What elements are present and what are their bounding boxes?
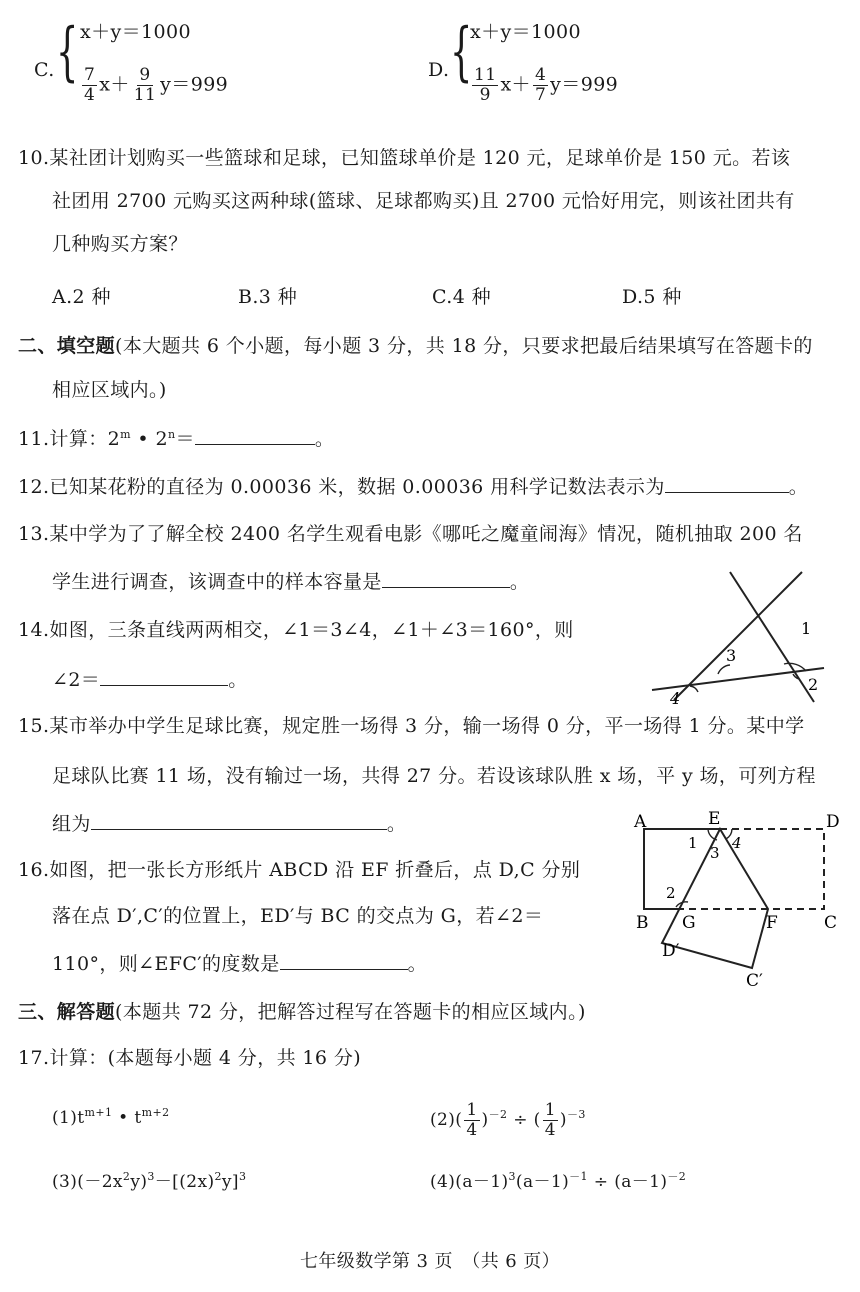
q15-line-3: 组为 。 [52,813,407,835]
label-4: 4 [670,689,681,708]
label-d-prime: D′ [662,941,680,961]
answer-blank [91,811,387,830]
angle-arc-4 [690,686,698,692]
label-f: F [766,913,778,933]
q16-line-2: 落在点 D′,C′的位置上，ED′与 BC 的交点为 G，若∠2＝ [52,905,544,927]
q17-part-1: $(1)t^{m+1}$ • $t^{m+2}$ [52,1106,170,1128]
section-3-heading: 三、解答题(本题共 72 分，把解答过程写在答题卡的相应区域内。) [18,1001,586,1023]
label-a: A [634,812,647,832]
q10-line-3: 几种购买方案？ [52,233,188,255]
q11: 11.计算：2$^m$ • $2^n=$ 。 [18,428,335,450]
label-1: 1 [801,619,812,638]
label-2: 2 [808,675,819,694]
answer-blank [382,569,510,588]
q10-option-b: B.3 种 [238,286,298,308]
fraction: $\frac{9}{11}$ [133,65,157,105]
section-2-heading: 二、填空题(本大题共 6 个小题，每小题 3 分，共 18 分，只要求把最后结果填写在答题卡的 [18,335,813,357]
q17-part-2: (2)( $\frac{1}{4}$ )$^{-2}$ ÷ ( $\frac{1}{4}$ )$^{-3}$ [430,1100,586,1140]
q10-option-a: A.2 种 [52,286,111,308]
q16-line-1: 16.如图，把一张长方形纸片 ABCD 沿 EF 折叠后，点 D,C 分别 [18,859,581,881]
rectangle-left-part [644,829,720,909]
line-b [674,572,802,700]
fraction: $\frac{4}{7}$ [534,65,547,105]
label-d: D [826,812,840,832]
angle-label-1: 1 [688,834,698,852]
option-label: C. [34,59,55,81]
fraction: $\frac{1}{4}$ [544,1100,556,1140]
angle-arc-3 [718,665,730,674]
q15-line-1: 15.某市举办中学生足球比赛，规定胜一场得 3 分，输一场得 0 分，平一场得 1 分。某中学 [18,715,805,737]
q10-option-c: C.4 种 [432,286,492,308]
label-3: 3 [726,646,737,665]
q13-line-2: 学生进行调查，该调查中的样本容量是 。 [52,571,530,593]
equation-1: x＋y＝1000 [80,21,192,43]
section-title: 三、解答题 [18,1001,116,1023]
label-b: B [636,913,649,933]
q16-figure [628,806,850,990]
angle-label-3: 3 [710,844,720,862]
q15-line-2: 足球队比赛 11 场，没有输过一场，共得 27 分。若设该球队胜 x 场，平 y 场，可列方程 [52,765,816,787]
q17-part-4: $(4)(a-1)^3(a-1)^{-1} \div (a-1)^{-2}$ [430,1170,687,1192]
fraction: $\frac{11}{9}$ [474,65,497,105]
q12: 12.已知某花粉的直径为 0.00036 米，数据 0.00036 用科学记数法表示为 。 [18,476,809,498]
label-c-prime: C′ [746,971,763,990]
angle-label-4: 4 [732,834,742,852]
answer-blank [665,474,789,493]
brace: { [450,15,473,89]
fraction: $\frac{1}{4}$ [466,1100,478,1140]
section-2-desc: 相应区域内。) [52,379,167,401]
answer-blank [195,426,315,445]
label-g: G [682,913,696,933]
q14-figure [648,568,828,708]
label-c: C [824,913,838,933]
section-title: 二、填空题 [18,335,116,357]
page-footer: 七年级数学第 3 页 （共 6 页） [300,1251,560,1272]
q10-line-2: 社团用 2700 元购买这两种球(篮球、足球都购买)且 2700 元恰好用完，则该社团共有 [52,190,795,212]
q10-line-1: 10.某社团计划购买一些篮球和足球，已知篮球单价是 120 元，足球单价是 150 元。若该 [18,147,791,169]
brace: { [56,15,79,89]
q13-line-1: 13.某中学为了了解全校 2400 名学生观看电影《哪吒之魔童闹海》情况，随机抽取 200 名 [18,523,803,545]
equation-1: x＋y＝1000 [470,21,582,43]
q9-option-d [428,15,668,118]
answer-blank [100,667,228,686]
equation-2: $\frac{7}{4}$ x＋ $\frac{9}{11}$ y＝999 [84,65,229,105]
q9-option-c [34,15,274,118]
label-e: E [708,809,721,829]
q14-line-2: ∠2＝ 。 [52,669,248,691]
fraction: $\frac{7}{4}$ [84,65,96,105]
option-label: D. [428,59,450,81]
q10-option-d: D.5 种 [622,286,682,308]
q14-line-1: 14.如图，三条直线两两相交，∠1＝3∠4，∠1＋∠3＝160°，则 [18,619,574,641]
angle-label-2: 2 [666,884,676,902]
answer-blank [280,951,408,970]
q16-line-3: 110°，则∠EFC′的度数是 。 [52,953,427,975]
q17-title: 17.计算：(本题每小题 4 分，共 16 分) [18,1047,362,1069]
equation-2: $\frac{11}{9}$ x＋ $\frac{4}{7}$ y＝999 [474,65,619,105]
q17-part-3: $(3)(-2x^2y)^3-[(2x)^2y]^3$ [52,1170,247,1192]
